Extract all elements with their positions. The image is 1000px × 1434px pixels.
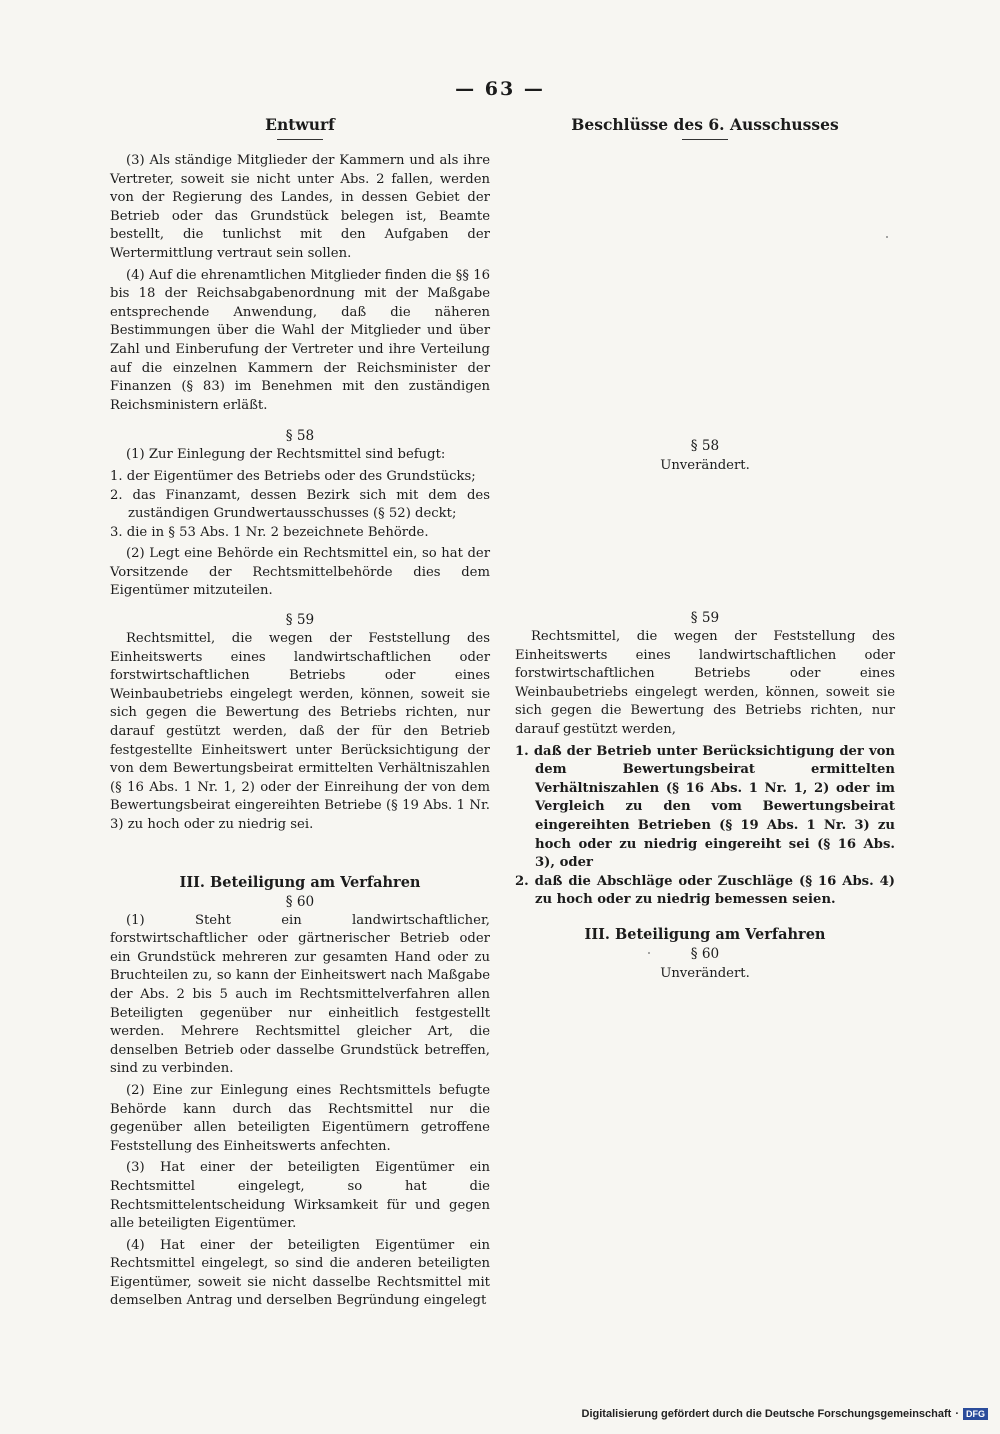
paragraph: (1) Steht ein landwirtschaftlicher, forstwirtschaftlicher oder gärtnerischer Betrieb oder ein Grundstück mehreren zur gesamten Hand oder zu Bruchteilen zu, so kann der Einheitswert nach Maßgabe der Abs. 2 bis 5 auch im Rechtsmittelverfahren allen Beteiligten gegenüber nur einheitlich festgestellt werden. Mehrere Rechtsmittel gleicher Art, die denselben Betrieb oder dasselbe Grundstück betreffen, sind zu verbinden. bbox=[110, 912, 490, 1077]
paragraph: Rechtsmittel, die wegen der Feststellung des Einheitswerts eines landwirtschaftlichen oder forstwirtschaftlichen Betriebs oder eines Weinbaubetriebs eingelegt werden, können, soweit sie sich gegen die Bewertung des Betriebs richten, nur darauf gestützt werden, daß der für den Betrieb festgestellte Einheitswert unter Berücksichtigung der von dem Bewertungsbeirat ermittelten Verhältniszahlen (§ 16 Abs. 1 Nr. 1, 2) oder der Einreihung der von dem Bewertungsbeirat eingereihten Betriebe (§ 19 Abs. 1 Nr. 3) zu hoch oder zu niedrig sei. bbox=[110, 631, 490, 832]
section-title-60: § 60 bbox=[690, 945, 720, 962]
scan-speck bbox=[886, 236, 888, 238]
paragraph: (3) Als ständige Mitglieder der Kammern und als ihre Vertreter, soweit sie nicht unter Abs. 2 fallen, werden von der Regierung des Landes, in dessen Gebiet der Betrieb oder das Grundstück belegen ist, Beamte bestellt, die tunlichst mit den Aufgaben der Wertermittlung vertraut sein sollen. bbox=[110, 153, 490, 261]
page-number: — 63 — bbox=[455, 78, 545, 100]
spacer bbox=[515, 152, 895, 437]
paragraph: (2) Legt eine Behörde ein Rechtsmittel ein, so hat der Vorsitzende der Rechtsmittelbehörde dies dem Eigentümer mitzuteilen. bbox=[110, 546, 490, 599]
left-column-heading: Entwurf bbox=[265, 115, 335, 134]
unchanged-note: Unverändert. bbox=[660, 458, 750, 473]
unchanged-note: Unverändert. bbox=[660, 965, 750, 981]
list-item: 1. daß der Betrieb unter Berücksichtigung der von dem Bewertungsbeirat ermittelten Verhältniszahlen (§ 16 Abs. 1 Nr. 1, 2) oder im Vergleich zu den vom Bewertungsbeirat eingereihten Betrieben (§ 19 Abs. 1 Nr. 3) zu hoch oder zu niedrig eingereiht sei (§ 16 Abs. 3), oder bbox=[515, 743, 895, 871]
spacer bbox=[515, 913, 895, 925]
footer bbox=[582, 1408, 988, 1420]
section-title-58: § 58 bbox=[690, 438, 720, 454]
scan-speck bbox=[648, 952, 650, 954]
left-column bbox=[110, 115, 490, 1314]
heading-rule bbox=[277, 139, 323, 140]
section-heading: III. Beteiligung am Verfahren bbox=[584, 925, 826, 943]
list bbox=[110, 468, 490, 542]
paragraph: (3) Hat einer der beteiligten Eigentümer ein Rechtsmittel eingelegt, so hat die Rechtsmittelentscheidung Wirksamkeit für und gegen alle beteiligten Eigentümer. bbox=[110, 1160, 490, 1232]
spacer bbox=[515, 475, 895, 609]
paragraph: (2) Eine zur Einlegung eines Rechtsmittels befugte Behörde kann durch das Rechtsmittel nur die gegenüber allen beteiligten Eigentümern getroffene Feststellung des Einheitswerts anfechten. bbox=[110, 1082, 490, 1154]
section-title-59: § 59 bbox=[285, 612, 315, 629]
right-column-heading: Beschlüsse des 6. Ausschusses bbox=[571, 115, 839, 134]
paragraph: (4) Auf die ehrenamtlichen Mitglieder finden die §§ 16 bis 18 der Reichsabgabenordnung mit der Maßgabe entsprechende Anwendung, daß die näheren Bestimmungen über die Wahl der Mitglieder und über Zahl und Einberufung der Vertreter und ihre Verteilung auf die einzelnen Kammern der Reichsminister der Finanzen (§ 83) im Benehmen mit den zuständigen Reichsministern erläßt. bbox=[110, 267, 490, 413]
paragraph: (4) Hat einer der beteiligten Eigentümer ein Rechtsmittel eingelegt, so sind die anderen beteiligten Eigentümer, soweit sie nicht dasselbe Rechtsmittel mit demselben Antrag und derselben Begründung eingelegt bbox=[110, 1237, 490, 1309]
section-title-59: § 59 bbox=[690, 610, 720, 626]
list-item: 2. daß die Abschläge oder Zuschläge (§ 16 Abs. 4) zu hoch oder zu niedrig bemessen seien. bbox=[515, 873, 895, 908]
section-title-58: § 58 bbox=[285, 428, 315, 445]
paragraph: (1) Zur Einlegung der Rechtsmittel sind befugt: bbox=[126, 447, 446, 463]
section-heading: III. Beteiligung am Verfahren bbox=[179, 873, 421, 891]
dfg-logo: DFG bbox=[963, 1408, 988, 1420]
heading-rule bbox=[682, 139, 728, 140]
list-item: 2. das Finanzamt, dessen Bezirk sich mit dem des zuständigen Grundwertausschusses (§ 52) deckt; bbox=[110, 487, 490, 522]
footer-separator: · bbox=[955, 1408, 959, 1420]
list-item: 1. der Eigentümer des Betriebs oder des Grundstücks; bbox=[110, 468, 476, 484]
right-column bbox=[515, 115, 895, 983]
list-item: 3. die in § 53 Abs. 1 Nr. 2 bezeichnete Behörde. bbox=[110, 524, 429, 540]
section-title-60: § 60 bbox=[285, 893, 315, 910]
list bbox=[515, 743, 895, 910]
footer-text: Digitalisierung gefördert durch die Deutsche Forschungsgemeinschaft bbox=[581, 1408, 952, 1420]
paragraph: Rechtsmittel, die wegen der Feststellung des Einheitswerts eines landwirtschaftlichen oder forstwirtschaftlichen Betriebs oder eines Weinbaubetriebs eingelegt werden, können, soweit sie sich gegen die Bewertung des Betriebs richten, nur darauf gestützt werden, bbox=[515, 629, 895, 737]
